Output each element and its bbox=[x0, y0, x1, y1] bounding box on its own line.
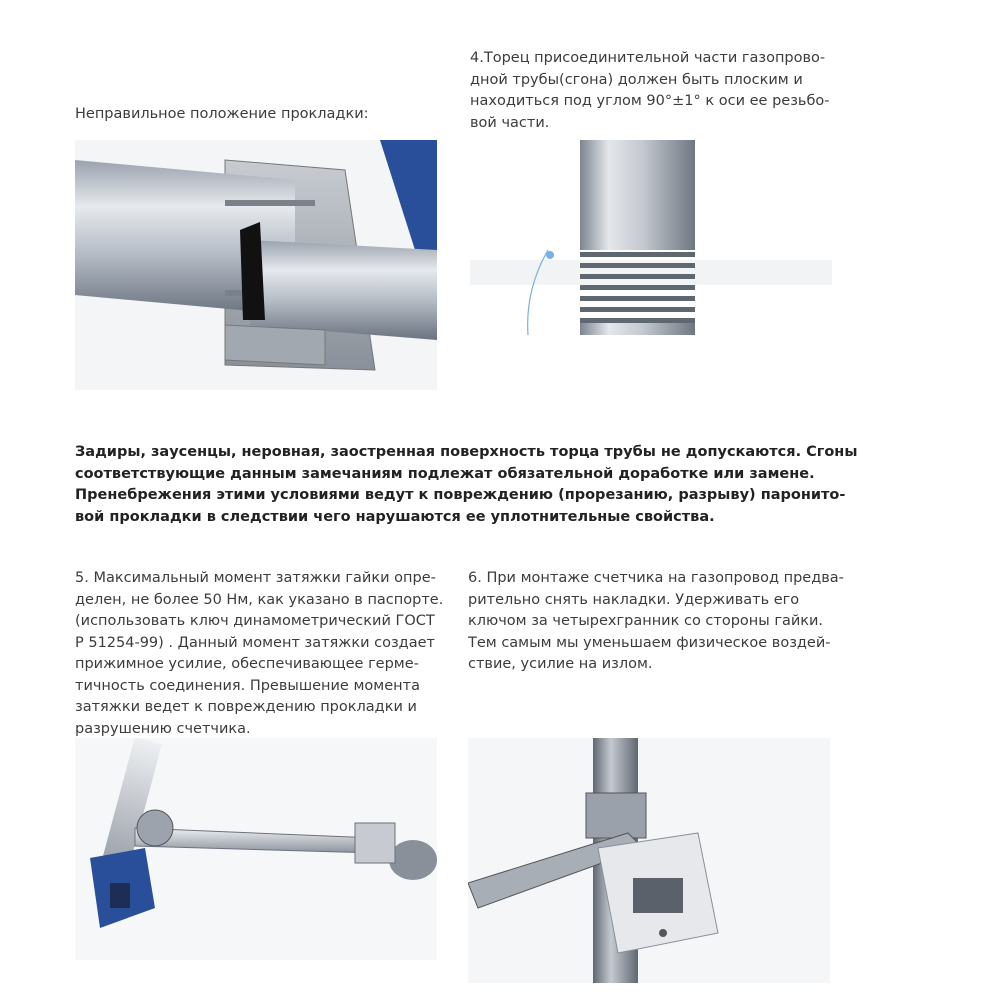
gasket-cutaway-figure bbox=[75, 140, 437, 390]
item6-line: 6. При монтаже счетчика на газопровод предва- bbox=[468, 570, 844, 586]
item5-line: разрушению счетчика. bbox=[75, 720, 251, 737]
item5-line: тичность соединения. Превышение момента bbox=[75, 677, 420, 694]
item5-line: 5. Максимальный момент затяжки гайки опре- bbox=[75, 570, 436, 586]
gasket-caption: Неправильное положение прокладки: bbox=[75, 106, 369, 122]
meter-wrench-figure bbox=[468, 738, 830, 983]
item6-line: Тем самым мы уменьшаем физическое воздей- bbox=[468, 634, 831, 651]
warning-line: соответствующие данным замечаниям подлежат обязательной доработке или замене. bbox=[75, 465, 815, 482]
item4-line: дной трубы(сгона) должен быть плоским и bbox=[470, 71, 803, 88]
item5-line: затяжки ведет к повреждению прокладки и bbox=[75, 699, 417, 715]
item6-text bbox=[468, 568, 844, 676]
item4-line: 4.Торец присоединительной части газопрово- bbox=[470, 50, 826, 66]
item4-line: вой части. bbox=[470, 114, 550, 131]
item5-text bbox=[75, 568, 443, 740]
item4-text bbox=[470, 48, 830, 134]
warning-text bbox=[75, 442, 857, 528]
threaded-pipe-figure bbox=[470, 140, 832, 350]
item5-line: Р 51254-99) . Данный момент затяжки создает bbox=[75, 634, 435, 651]
item4-line: находиться под углом 90°±1° к оси ее резьбо- bbox=[470, 93, 830, 109]
item5-line: (использовать ключ динамометрический ГОСТ bbox=[75, 613, 435, 629]
torque-wrench-figure bbox=[75, 738, 437, 960]
warning-line: вой прокладки в следствии чего нарушаются ее уплотнительные свойства. bbox=[75, 508, 715, 525]
item5-line: делен, не более 50 Нм, как указано в паспорте. bbox=[75, 591, 444, 608]
item6-line: рительно снять накладки. Удерживать его bbox=[468, 591, 800, 608]
warning-line: Пренебрежения этими условиями ведут к повреждению (прорезанию, разрыву) паронито- bbox=[75, 487, 846, 503]
item6-line: ключом за четырехгранник со стороны гайки. bbox=[468, 613, 824, 629]
item5-line: прижимное усилие, обеспечивающее герме- bbox=[75, 656, 419, 672]
warning-line: Задиры, заусенцы, неровная, заостренная поверхность торца трубы не допускаются. Сгоны bbox=[75, 444, 858, 460]
item6-line: ствие, усилие на излом. bbox=[468, 656, 653, 672]
